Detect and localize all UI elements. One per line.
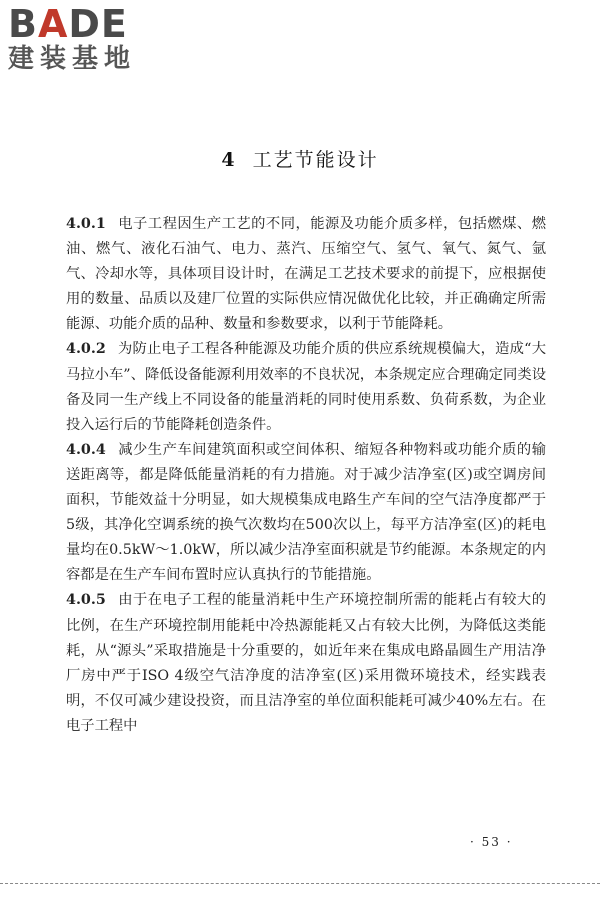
bade-logo xyxy=(8,4,136,74)
logo-brand-prefix: B xyxy=(8,2,38,46)
clause-number: 4.0.4 xyxy=(66,441,106,458)
page-bottom-divider xyxy=(0,883,600,884)
chapter-title xyxy=(0,148,600,172)
clause-paragraph xyxy=(66,588,546,739)
logo-brand xyxy=(8,4,136,44)
clause-number: 4.0.1 xyxy=(66,216,106,232)
clause-paragraph xyxy=(66,438,546,589)
chapter-title-text: 工艺节能设计 xyxy=(252,149,379,171)
clause-number: 4.0.5 xyxy=(66,592,106,609)
clause-text: 电子工程因生产工艺的不同，能源及功能介质多样，包括燃煤、燃油、燃气、液化石油气、电力、蒸汽、压缩空气、氢气、氧气、氮气、氩气、冷却水等，具体项目设计时，在满足工艺技术要求的前提下，应根据使用的数量、品质以及建厂位置的实际供应情况做优化比较，并正确确定所需能源、功能介质的品种、数量和参数要求，以利于节能降耗。 xyxy=(66,216,546,333)
page-number: · 53 · xyxy=(470,835,513,849)
logo-subtitle: 建装基地 xyxy=(8,44,137,74)
logo-brand-accent: A xyxy=(37,2,69,46)
clause-text: 减少生产车间建筑面积或空间体积、缩短各种物料或功能介质的输送距离等，都是降低能量消耗的有力措施。对于减少洁净室(区)或空调房间面积，节能效益十分明显，如大规模集成电路生产车间的空气洁净度都严于5级，其净化空调系统的换气次数均在500次以上，每平方洁净室(区)的耗电量均在0.5kW～1.0kW，所以减少洁净室面积就是节约能源。本条规定的内容都是在生产车间布置时应认真执行的节能措施。 xyxy=(66,441,546,584)
clause-text: 由于在电子工程的能量消耗中生产环境控制所需的能耗占有较大的比例，在生产环境控制用能耗中冷热源能耗又占有较大比例，为降低这类能耗，从“源头”采取措施是十分重要的，如近年来在集成电路晶圆生产用洁净厂房中严于ISO 4级空气洁净度的洁净室(区)采用微环境技术，经实践表明，不仅可减少建设投资，而且洁净室的单位面积能耗可减少40%左右。在电子工程中 xyxy=(66,592,546,734)
document-body xyxy=(66,212,546,739)
chapter-number: 4 xyxy=(221,149,237,171)
clause-number: 4.0.2 xyxy=(66,341,106,358)
clause-paragraph xyxy=(66,212,546,337)
clause-text: 为防止电子工程各种能源及功能介质的供应系统规模偏大，造成“大马拉小车”、降低设备能源利用效率的不良状况，本条规定应合理确定同类设备及同一生产线上不同设备的能量消耗的同时使用系数、负荷系数，为企业投入运行后的节能降耗创造条件。 xyxy=(66,341,546,433)
clause-paragraph xyxy=(66,337,546,437)
logo-brand-suffix: DE xyxy=(68,2,128,46)
